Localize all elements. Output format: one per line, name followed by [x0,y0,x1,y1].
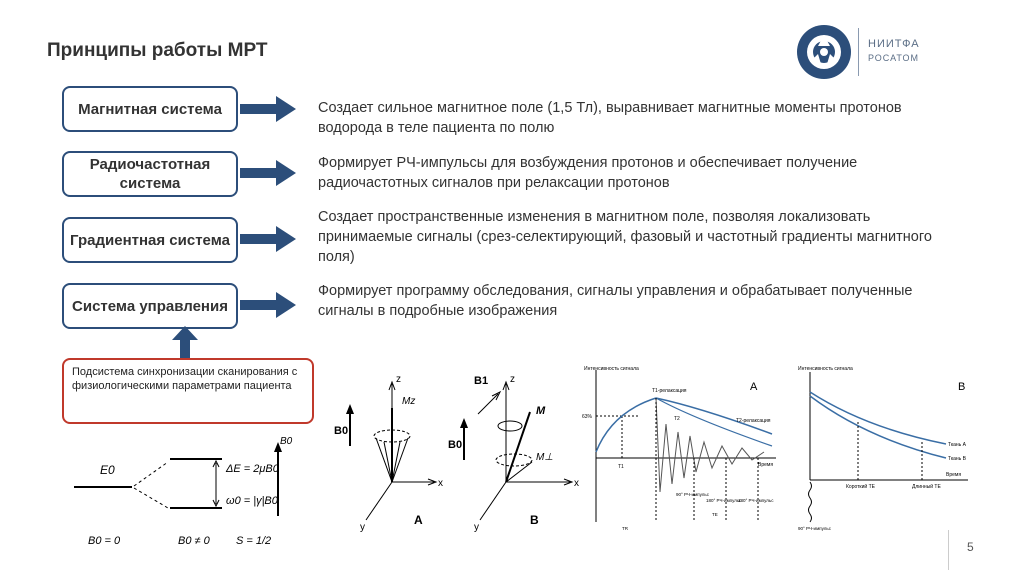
subsystem-box: Подсистема синхронизации сканирования с физиологическими параметрами пациента [62,358,314,424]
system-box-control: Система управления [62,283,238,329]
rf2-label: 180° РЧ-импульс [706,498,742,503]
delta-e-label: ΔE = 2μB0 [226,463,279,475]
xlabel-b: Время [946,472,962,478]
b0-label-b: B0 [448,439,463,451]
description-control: Формирует программу обследования, сигналы управления и обрабатывает полученные сигналы в подробные изображения [318,283,913,319]
b0-nonzero-label: B0 ≠ 0 [178,535,210,547]
rosatom-logo [796,24,936,80]
te-label: TE [712,512,718,517]
b0-zero-label: B0 = 0 [88,535,121,547]
logo-line1: НИИТФА [868,38,920,50]
e0-label: E0 [100,463,115,477]
system-box-magnetic: Магнитная система [62,86,238,132]
axis-x-b: x [574,478,579,489]
rf3-label: 180° РЧ-импульс [738,498,774,503]
omega-label: ω0 = |γ|B0 [226,495,278,507]
letter-b: B [530,513,539,527]
t1-mark: T1 [618,464,624,470]
axis-z-a: z [396,374,401,385]
arrow-up-icon [172,326,198,360]
rosatom-emblem-icon [796,24,856,84]
xlabel-a: Время [758,462,774,468]
axis-y-b: y [474,522,479,533]
short-te-label: Короткий ТЕ [846,484,875,490]
t2-mark: T2 [674,416,680,422]
pct-label: 63% [582,414,593,420]
t2-relax-label: T2-релаксация [736,418,771,424]
ylabel-a: Интенсивность сигнала [584,366,639,372]
energy-levels-figure [70,432,300,554]
axis-z-b: z [510,374,515,385]
axis-x-a: x [438,478,443,489]
rf1-label: 90° РЧ-импульс [676,492,709,497]
arrow-right-icon [240,292,296,318]
logo-line2: РОСАТОМ [868,53,919,63]
corner-divider [948,530,949,570]
axis-y-a: y [360,522,365,533]
m-perp-label: M⊥ [536,452,554,463]
tissue-a-label: Ткань А [948,442,967,448]
m-label: M [536,405,546,417]
arrow-right-icon [240,226,296,252]
signal-chart-b [796,362,972,534]
letter-signal-a: A [750,381,758,393]
description-rf: Формирует РЧ-импульсы для возбуждения протонов и обеспечивает получение радиочастотных сигналов при релаксации протонов [318,155,858,191]
tissue-b-label: Ткань В [948,456,967,462]
letter-a: A [414,513,423,527]
page-number: 5 [967,540,974,554]
ylabel-b: Интенсивность сигнала [798,366,853,372]
precession-figure [330,370,580,540]
mz-label: Mz [402,396,416,407]
signal-chart-a [582,362,782,534]
spin-label: S = 1/2 [236,535,272,547]
letter-signal-b: B [958,381,966,393]
arrow-right-icon [240,160,296,186]
arrow-right-icon [240,96,296,122]
rf-label-b: 90° РЧ-импульс [798,526,831,531]
description-magnetic: Создает сильное магнитное поле (1,5 Тл), выравнивает магнитные моменты протонов водорода в теле пациента по полю [318,100,902,136]
b0-axis-label: B0 [280,436,293,447]
b1-label: B1 [474,375,489,387]
t1-relax-label: T1-релаксация [652,388,687,394]
system-box-gradient: Градиентная система [62,217,238,263]
system-box-rf: Радиочастотная система [62,151,238,197]
b0-label-a: B0 [334,425,349,437]
long-te-label: Длинный ТЕ [912,484,941,490]
tr-label: TR [622,526,628,531]
page-title: Принципы работы МРТ [47,40,268,61]
description-gradient: Создает пространственные изменения в магнитном поле, позволяя локализовать принимаемые сигналы (срез-селектирующий, фазовый и частотный градиенты магнитного поля) [318,209,932,265]
